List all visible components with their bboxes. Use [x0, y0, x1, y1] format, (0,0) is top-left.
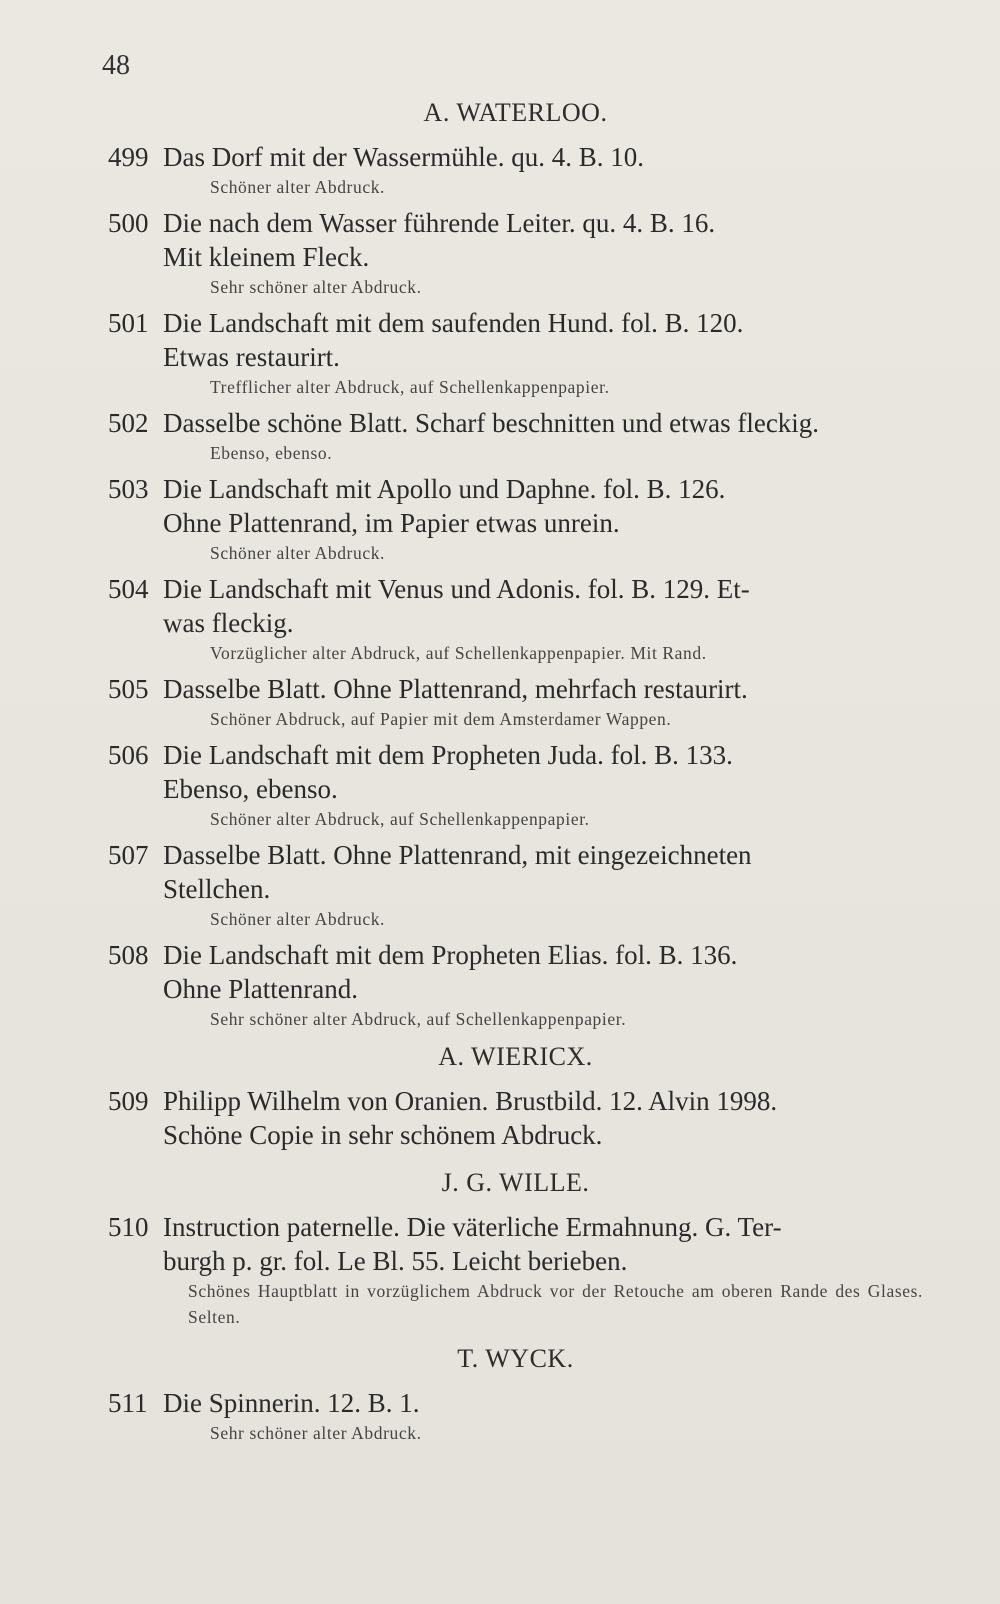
section-title-wiericx: A. WIERICX. [438, 1042, 593, 1071]
catalog-content [108, 96, 923, 1452]
entry-text-continued: Mit kleinem Fleck. [163, 242, 370, 272]
catalog-entry-509 [108, 1084, 923, 1152]
entry-number: 502 [108, 408, 149, 438]
entry-text-continued: Ebenso, ebenso. [163, 774, 338, 804]
entry-number: 507 [108, 840, 149, 870]
entry-text: Die Landschaft mit Apollo und Daphne. fol. B. 126. [163, 474, 726, 504]
entry-number: 504 [108, 574, 149, 604]
entry-text: Instruction paternelle. Die väterliche Ermahnung. G. Ter- [163, 1212, 782, 1242]
entry-text: Die Landschaft mit dem Propheten Juda. fol. B. 133. [163, 740, 733, 770]
catalog-entry-501 [108, 306, 923, 400]
catalog-entry-507 [108, 838, 923, 932]
entry-note: Schöner alter Abdruck. [210, 909, 386, 929]
entry-text-continued: Ohne Plattenrand, im Papier etwas unrein. [163, 508, 620, 538]
entry-text: Die Landschaft mit Venus und Adonis. fol. B. 129. Et- [163, 574, 750, 604]
catalog-entry-511 [108, 1386, 923, 1446]
entry-text: Dasselbe Blatt. Ohne Plattenrand, mit eingezeichneten [163, 840, 752, 870]
section-title-waterloo: A. WATERLOO. [423, 98, 608, 127]
catalog-entry-500 [108, 206, 923, 300]
catalog-entry-508 [108, 938, 923, 1032]
entry-text: Die Spinnerin. 12. B. 1. [163, 1388, 420, 1418]
entry-text: Dasselbe Blatt. Ohne Plattenrand, mehrfach restaurirt. [163, 674, 748, 704]
entry-note: Sehr schöner alter Abdruck. [210, 277, 422, 297]
entry-text-continued: Schöne Copie in sehr schönem Abdruck. [163, 1120, 603, 1150]
entry-note: Trefflicher alter Abdruck, auf Schellenkappenpapier. [210, 377, 610, 397]
entry-text-continued: burgh p. gr. fol. Le Bl. 55. Leicht berieben. [163, 1246, 628, 1276]
entry-note: Schöner alter Abdruck, auf Schellenkappenpapier. [210, 809, 590, 829]
catalog-entry-510 [108, 1210, 923, 1330]
entry-note: Schönes Hauptblatt in vorzüglichem Abdruck vor der Retouche am oberen Rande des Glases. Selten. [188, 1281, 923, 1327]
catalog-entry-505 [108, 672, 923, 732]
entry-note: Schöner alter Abdruck. [210, 543, 386, 563]
entry-number: 499 [108, 142, 149, 172]
catalog-entry-503 [108, 472, 923, 566]
catalog-entry-504 [108, 572, 923, 666]
entry-note: Schöner alter Abdruck. [210, 177, 386, 197]
entry-number: 506 [108, 740, 149, 770]
entry-text: Die nach dem Wasser führende Leiter. qu. 4. B. 16. [163, 208, 716, 238]
entry-note: Sehr schöner alter Abdruck, auf Schellenkappenpapier. [210, 1009, 627, 1029]
entry-note: Schöner Abdruck, auf Papier mit dem Amsterdamer Wappen. [210, 709, 672, 729]
entry-text-continued: Ohne Plattenrand. [163, 974, 358, 1004]
entry-text: Die Landschaft mit dem Propheten Elias. fol. B. 136. [163, 940, 738, 970]
entry-number: 503 [108, 474, 149, 504]
entry-text-continued: was fleckig. [163, 608, 294, 638]
entry-number: 511 [108, 1388, 148, 1418]
entry-text-continued: Etwas restaurirt. [163, 342, 340, 372]
catalog-entry-506 [108, 738, 923, 832]
section-title-wille: J. G. WILLE. [441, 1168, 590, 1197]
entry-text-continued: Stellchen. [163, 874, 271, 904]
entry-number: 508 [108, 940, 149, 970]
entry-number: 505 [108, 674, 149, 704]
entry-note: Sehr schöner alter Abdruck. [210, 1423, 422, 1443]
catalog-entry-499 [108, 140, 923, 200]
entry-note: Vorzüglicher alter Abdruck, auf Schellenkappenpapier. Mit Rand. [210, 643, 707, 663]
catalog-entry-502 [108, 406, 923, 466]
page-number: 48 [102, 50, 130, 81]
entry-note: Ebenso, ebenso. [210, 443, 333, 463]
entry-text: Philipp Wilhelm von Oranien. Brustbild. 12. Alvin 1998. [163, 1086, 778, 1116]
entry-number: 509 [108, 1086, 149, 1116]
entry-number: 510 [108, 1212, 149, 1242]
entry-text: Das Dorf mit der Wassermühle. qu. 4. B. 10. [163, 142, 645, 172]
entry-number: 501 [108, 308, 149, 338]
entry-text: Die Landschaft mit dem saufenden Hund. fol. B. 120. [163, 308, 744, 338]
entry-text: Dasselbe schöne Blatt. Scharf beschnitten und etwas fleckig. [163, 408, 820, 438]
section-title-wyck: T. WYCK. [457, 1344, 574, 1373]
entry-number: 500 [108, 208, 149, 238]
